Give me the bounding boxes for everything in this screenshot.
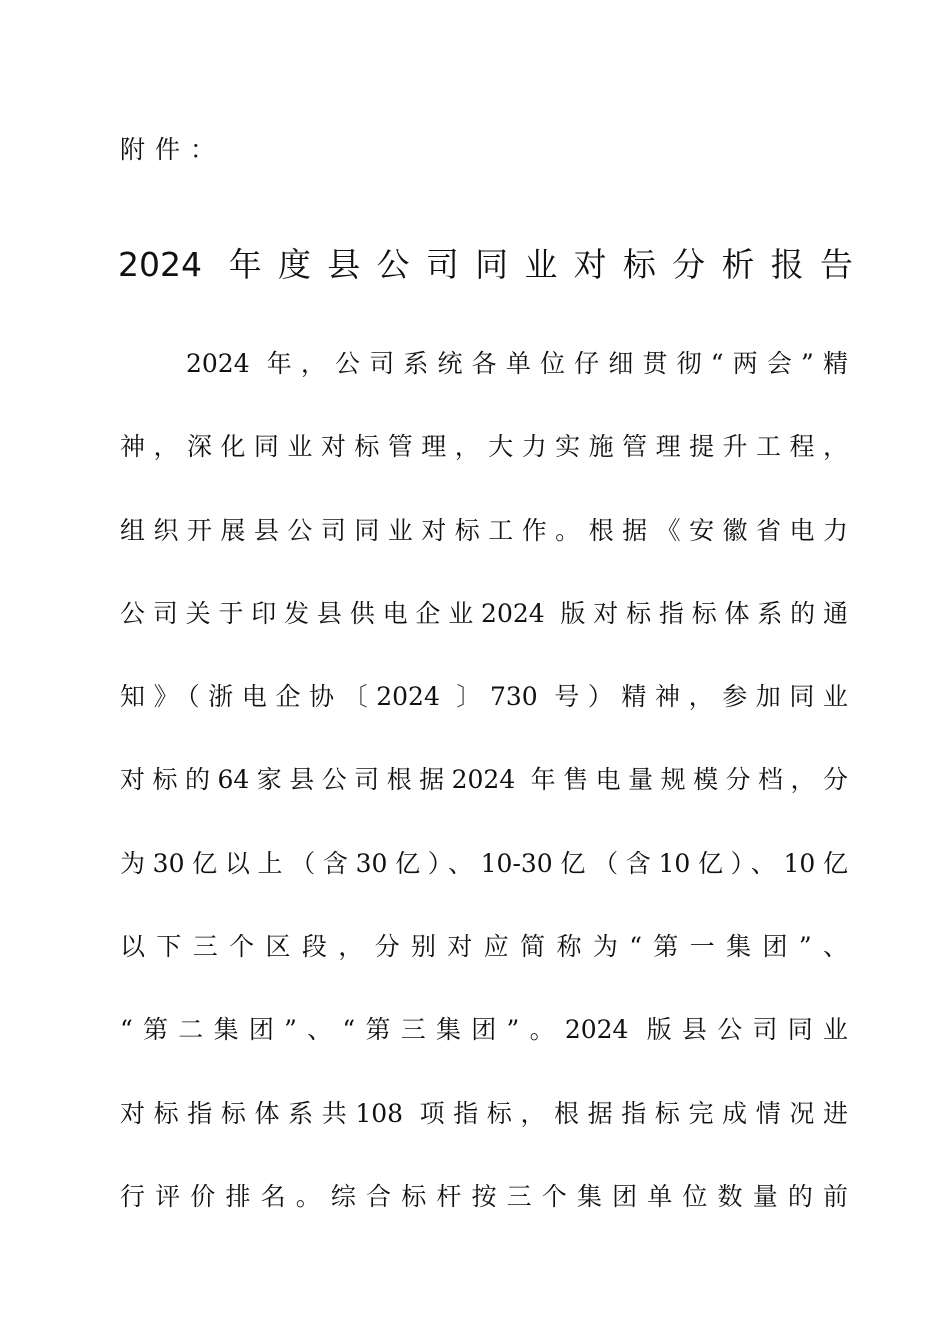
paragraph-line: 公司关于印发县供电企业2024 版对标指标体系的通 [120, 598, 848, 628]
paragraph-line: 组织开展县公司同业对标工作。根据《安徽省电力 [120, 515, 848, 545]
paragraph-line: 2024 年，公司系统各单位仔细贯彻“两会”精 [186, 349, 848, 378]
document-title: 2024 年度县公司同业对标分析报告 [118, 245, 853, 284]
paragraph-line: 为30亿以上（含30亿）、10-30亿（含10亿）、10亿 [120, 848, 848, 878]
paragraph-line: 行评价排名。综合标杆按三个集团单位数量的前 [120, 1181, 848, 1211]
report-paragraph [120, 342, 848, 1258]
paragraph-line: “第二集团”、“第三集团”。2024 版县公司同业 [120, 1015, 848, 1045]
paragraph-line: 神，深化同业对标管理，大力实施管理提升工程， [120, 432, 848, 462]
attachment-label: 附件： [120, 135, 226, 164]
paragraph-line: 对标指标体系共108 项指标，根据指标完成情况进 [120, 1098, 848, 1128]
paragraph-line: 对标的64家县公司根据2024 年售电量规模分档，分 [120, 765, 848, 795]
paragraph-line: 知》（浙电企协〔2024 〕730 号）精神，参加同业 [120, 682, 848, 712]
paragraph-line: 以下三个区段，分别对应简称为“第一集团”、 [120, 932, 848, 962]
